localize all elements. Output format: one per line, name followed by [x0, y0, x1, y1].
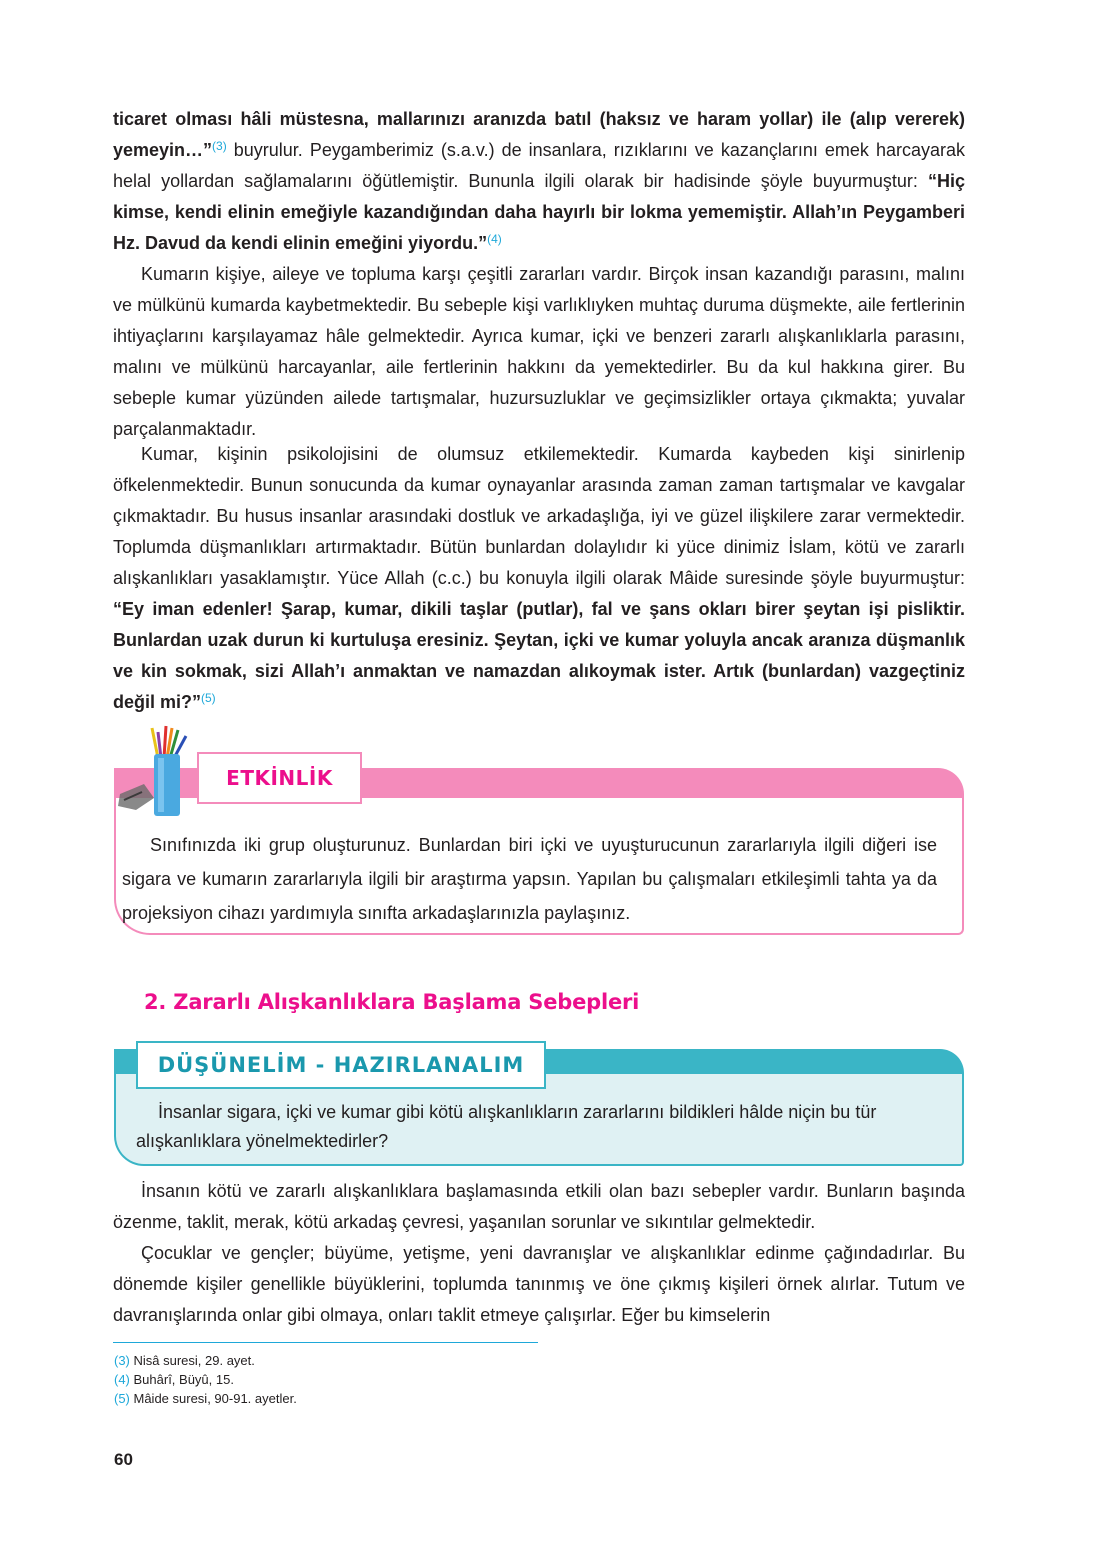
- activity-instructions: Sınıfınızda iki grup oluşturunuz. Bunlardan biri içki ve uyuşturucunun zararlarıyla ilgili diğeri ise sigara ve kumarın zararlarıyla ilgili bir araştırma yapsın. Yapılan bu çalışmaları etkileşimli tahta ya da projeksiyon cihazı yardımıyla sınıfta arkadaşlarınızla paylaşınız.: [122, 835, 937, 923]
- psychology-paragraph: [113, 439, 965, 718]
- page-number: 60: [114, 1450, 133, 1469]
- footnote-ref-5[interactable]: (5): [201, 691, 216, 705]
- hadith-quote: “Hiç kimse, kendi elinin emeğiyle kazandığından daha hayırlı bir lokma yememiştir. Allah’ın Peygamberi Hz. Davud da kendi elinin emeğini yiyordu.”: [113, 171, 965, 253]
- paragraph-text: Çocuklar ve gençler; büyüme, yetişme, yeni davranışlar ve alışkanlıklar edinme çağındadırlar. Bu dönemde kişiler genellikle büyüklerini, toplumda tanınmış ve öne çıkmış kişileri örnek alırlar. Tutum ve davranışlarında onlar gibi olmaya, onları taklit etmeye çalışırlar. Eğer bu kimselerin: [113, 1243, 965, 1325]
- intro-text: buyrulur. Peygamberimiz (s.a.v.) de insanlara, rızıklarını ve kazançlarını emek harcayarak helal yollardan sağlamalarını öğütlemiştir. Bununla ilgili olarak bir hadisinde şöyle buyurmuştur:: [113, 140, 965, 191]
- footnote-ref-4[interactable]: (4): [487, 232, 502, 246]
- pencil-cup-icon: [114, 724, 194, 820]
- activity-label: ETKİNLİK: [197, 752, 362, 804]
- gambling-harms-paragraph: [113, 259, 965, 445]
- footnote-ref-3[interactable]: (3): [212, 139, 227, 153]
- maide-quote: “Ey iman edenler! Şarap, kumar, dikili taşlar (putlar), fal ve şans okları birer şeytan işi pisliktir. Bunlardan uzak durun ki kurtuluşa eresiniz. Şeytan, içki ve kumar yoluyla ancak aranıza düşmanlık ve kin sokmak, sizi Allah’ı anmaktan ve namazdan alıkoymak ister. Artık (bunlardan) vazgeçtiniz değil mi?”: [113, 599, 965, 712]
- footnote-4: (4) Buhârî, Büyû, 15.: [114, 1372, 234, 1387]
- paragraph-text: İnsanın kötü ve zararlı alışkanlıklara başlamasında etkili olan bazı sebepler vardır. Bunların başında özenme, taklit, merak, kötü arkadaş çevresi, yaşanılan sorunlar ve sıkıntılar gelmektedir.: [113, 1181, 965, 1232]
- think-question: İnsanlar sigara, içki ve kumar gibi kötü alışkanlıkların zararlarını bildikleri hâlde niçin bu tür alışkanlıklara yönelmektedirler?: [136, 1102, 877, 1151]
- think-text: [136, 1098, 946, 1156]
- activity-text: [122, 828, 937, 930]
- footnotes: [114, 1351, 297, 1408]
- quran-quote-end: ticaret olması hâli müstesna, mallarınızı aranızda batıl (haksız ve haram yollar) ile (alıp vererek) yemeyin…”: [113, 109, 965, 160]
- paragraph-text: Kumar, kişinin psikolojisini de olumsuz etkilemektedir. Kumarda kaybeden kişi sinirlenip öfkelenmektedir. Bunun sonucunda da kumar oynayanlar arasında zaman zaman tartışmalar ve kavgalar çıkmaktadır. Bu husus insanlar arasındaki dostluk ve arkadaşlığa, iyi ve güzel ilişkilere zarar vermektedir. Toplumda düşmanlıkları artırmaktadır. Bütün bunlardan dolaylıdır ki yüce dinimiz İslam, kötü ve zararlı alışkanlıkları yasaklamıştır. Yüce Allah (c.c.) bu konuyla ilgili olarak Mâide suresinde şöyle buyurmuştur:: [113, 444, 965, 588]
- footnote-divider: [113, 1342, 538, 1343]
- think-label: DÜŞÜNELİM - HAZIRLANALIM: [136, 1041, 546, 1089]
- footnote-5: (5) Mâide suresi, 90-91. ayetler.: [114, 1391, 297, 1406]
- intro-paragraph: [113, 104, 965, 259]
- paragraph-text: Kumarın kişiye, aileye ve topluma karşı çeşitli zararları vardır. Birçok insan kazandığı parasını, malını ve mülkünü kumarda kaybetmektedir. Bu sebeple kişi varlıklıyken muhtaç duruma düşmekte, aile fertlerinin ihtiyaçlarını karşılayamaz hâle gelmektedir. Ayrıca kumar, içki ve benzeri zararlı alışkanlıklarla parasını, malını ve mülkünü harcayanlar, aile fertlerinin hakkını da yemektedirler. Bu da kul hakkına girer. Bu sebeple kumar yüzünden ailede tartışmalar, huzursuzluklar ve geçimsizlikler ortaya çıkmakta; yuvalar parçalanmaktadır.: [113, 264, 965, 439]
- causes-paragraph: [113, 1176, 965, 1331]
- footnote-3: (3) Nisâ suresi, 29. ayet.: [114, 1353, 255, 1368]
- section-title: 2. Zararlı Alışkanlıklara Başlama Sebepleri: [144, 990, 640, 1014]
